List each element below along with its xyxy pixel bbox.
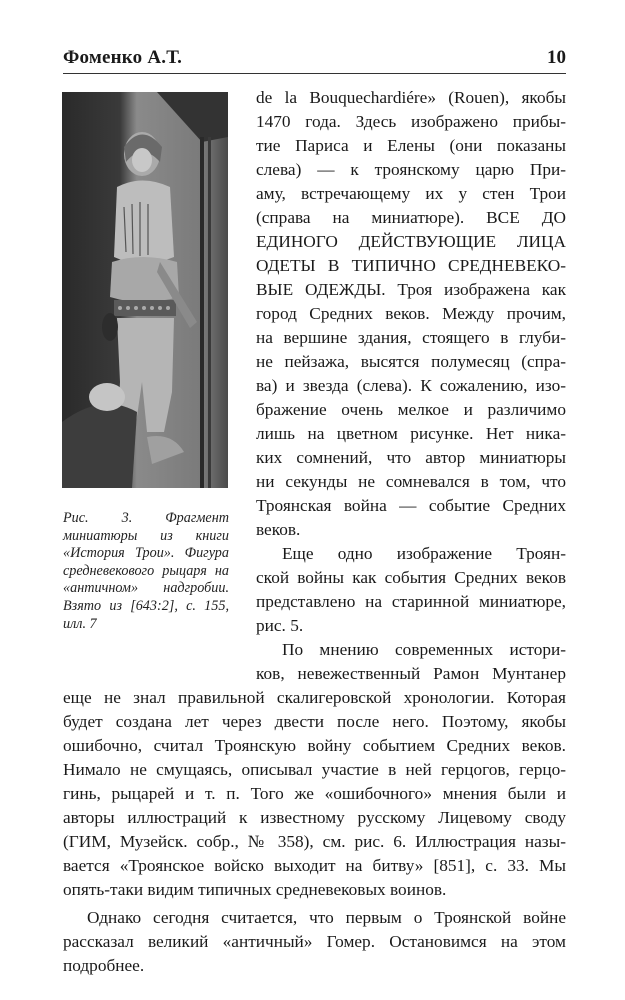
running-header <box>63 47 566 74</box>
text-line: ЕДИНОГО ДЕЙСТВУЮЩИЕ ЛИЦА <box>256 232 566 251</box>
figure-caption: Рис. 3. Фрагмент миниатюры из книги «История Трои». Фигура средневекового рыцаря на «античном» надгробии. Взято из [643:2], с. 155, илл. 7 <box>63 510 229 632</box>
text-line: бражение очень мелкое и различимо <box>256 400 566 419</box>
text-line: Троянская война — событие Средних <box>256 496 566 515</box>
text-line: еще не знал правильной скалигеровской хронологии. Которая <box>63 688 566 707</box>
text-line: на вершине здания, стоящего в глуби- <box>256 328 566 347</box>
text-line: ВЫЕ ОДЕЖДЫ. Троя изображена как <box>256 280 566 299</box>
text-line: (справа на миниатюре). ВСЕ ДО <box>256 208 566 227</box>
text-line: гинь, рыцарей и т. п. Того же «ошибочного» мнения были и <box>63 784 566 803</box>
text-line: ской войны как события Средних веков <box>256 568 566 587</box>
text-line: аму, встречающему их у стен Трои <box>256 184 566 203</box>
text-line: ков, невежественный Рамон Мунтанер <box>256 664 566 683</box>
text-line: de la Bouquechardiére» (Rouen), якобы <box>256 88 566 107</box>
author-name: Фоменко А.Т. <box>63 47 183 68</box>
text-line: город Средних веков. Между прочим, <box>256 304 566 323</box>
text-line: слева) — к троянскому царю При- <box>256 160 566 179</box>
medieval-knight-illustration-icon <box>62 92 228 488</box>
text-line: тие Париса и Елены (они показаны <box>256 136 566 155</box>
text-line: вается «Троянское войско выходит на битву» [851], с. 33. Мы <box>63 856 566 875</box>
text-line: Нимало не смущаясь, описывал участие в ней герцогов, герцо- <box>63 760 566 779</box>
text-line: веков. <box>256 520 301 539</box>
text-line: рис. 5. <box>256 616 304 635</box>
text-line: ОДЕТЫ В ТИПИЧНО СРЕДНЕВЕКО- <box>256 256 566 275</box>
text-line: Однако сегодня считается, что первым о Троянской войне <box>87 908 566 927</box>
text-line: 1470 года. Здесь изображено прибы- <box>256 112 566 131</box>
text-line: ких сомнений, что автор миниатюры <box>256 448 566 467</box>
text-line: ни секунды не сомневался в том, что <box>256 472 566 491</box>
text-line: лишь на цветном рисунке. Нет ника- <box>256 424 566 443</box>
text-line: будет создана лет через двести после него. Поэтому, якобы <box>63 712 566 731</box>
text-line: Еще одно изображение Троян- <box>282 544 566 563</box>
text-line: рассказал великий «античный» Гомер. Остановимся на этом <box>63 932 566 951</box>
text-line: подробнее. <box>63 956 145 975</box>
text-line: ва) и звезда (слева). К сожалению, изо- <box>256 376 566 395</box>
text-line: По мнению современных истори- <box>282 640 566 659</box>
text-line: опять-таки видим типичных средневековых воинов. <box>63 880 447 899</box>
text-line: не пейзажа, высятся полумесяц (спра- <box>256 352 566 371</box>
text-line: представлено на старинной миниатюре, <box>256 592 566 611</box>
text-line: авторы иллюстраций к известному русскому Лицевому своду <box>63 808 566 827</box>
text-line: (ГИМ, Музейск. собр., № 358), см. рис. 6. Иллюстрация назы- <box>63 832 566 851</box>
figure-knight-image <box>62 92 228 488</box>
text-line: ошибочно, считал Троянскую войну событием Средних веков. <box>63 736 566 755</box>
page-number: 10 <box>547 47 566 68</box>
